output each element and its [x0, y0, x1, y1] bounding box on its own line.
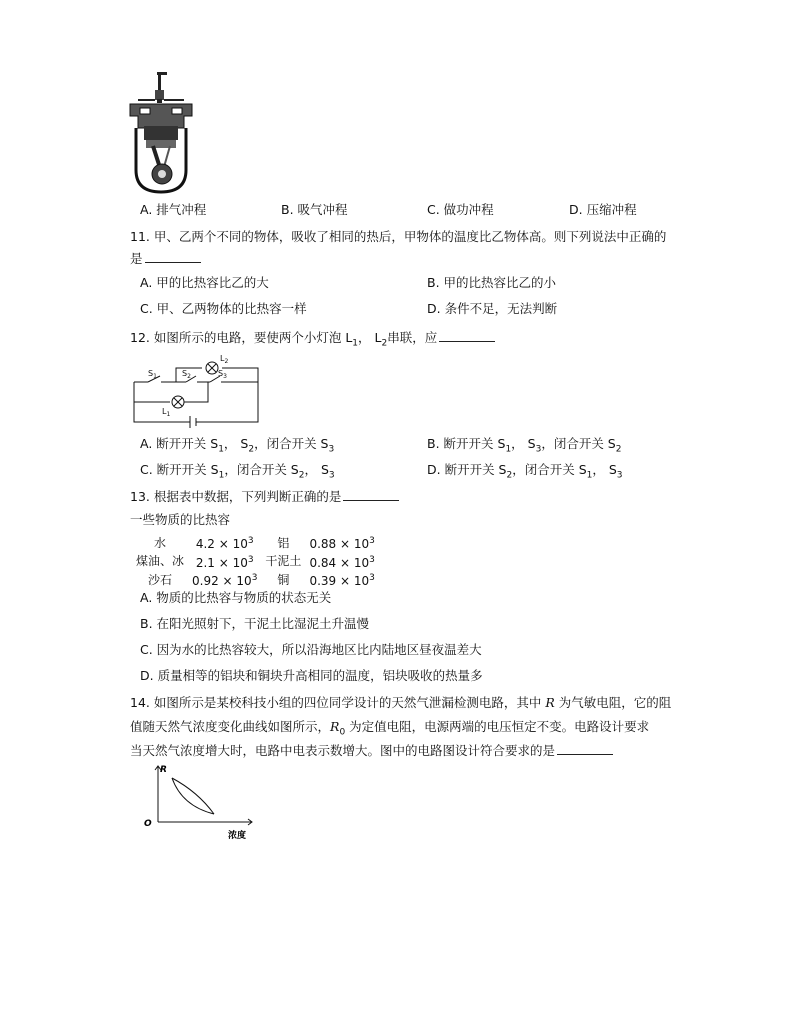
q13-option-b[interactable]: B. 在阳光照射下，干泥土比湿泥土升温慢: [140, 616, 370, 631]
q14-answer-blank[interactable]: [557, 742, 613, 755]
engine-diagram: [128, 70, 194, 196]
switch-s2-label: $S_2$: [182, 369, 191, 380]
q12-option-b[interactable]: B. 断开开关 $S_1$， $S_3$，闭合开关 $S_2$: [427, 436, 622, 455]
q13-option-a[interactable]: A. 物质的比热容与物质的状态无关: [140, 590, 332, 605]
q14-stem-line2: 值随天然气浓度变化曲线如图所示，$R_0$ 为定值电阻，电源两端的电压恒定不变。电路设计要求: [130, 719, 650, 738]
table-cell: $0.39 \times 10^3$: [309, 573, 375, 588]
q13-stem-text: 13. 根据表中数据，下列判断正确的是: [130, 489, 342, 504]
table-cell: 水: [154, 535, 167, 550]
q12-answer-blank[interactable]: [439, 329, 495, 342]
table-cell: 铜: [277, 572, 290, 587]
q12-option-a[interactable]: A. 断开开关 $S_1$， $S_2$，闭合开关 $S_3$: [140, 436, 335, 455]
table-row: [132, 553, 379, 572]
q11-answer-blank[interactable]: [145, 250, 201, 263]
table-cell: $4.2 \times 10^3$: [195, 536, 254, 551]
q13-option-c[interactable]: C. 因为水的比热容较大，所以沿海地区比内陆地区昼夜温差大: [140, 642, 482, 657]
table-cell: 煤油、冰: [136, 554, 185, 568]
q12-stem-b: ， L: [358, 330, 382, 345]
q13-answer-blank[interactable]: [343, 488, 399, 501]
q12-stem-a: 12. 如图所示的电路，要使两个小灯泡 L: [130, 330, 353, 345]
q11-option-d[interactable]: D. 条件不足，无法判断: [427, 301, 558, 316]
lamp-l1-label: $L_1$: [162, 407, 171, 418]
graph-x-label: 浓度: [228, 831, 247, 841]
resistance-concentration-graph: [140, 762, 260, 846]
q13-table-title: 一些物质的比热容: [130, 512, 231, 527]
table-cell: 沙石: [148, 572, 173, 587]
q10-option-d[interactable]: D. 压缩冲程: [569, 202, 637, 217]
q11-option-c[interactable]: C. 甲、乙两物体的比热容一样: [140, 301, 307, 316]
q10-option-b[interactable]: B. 吸气冲程: [281, 202, 348, 217]
table-cell: $0.92 \times 10^3$: [192, 573, 258, 588]
q11-stem-text: 是: [130, 251, 143, 266]
q10-option-c[interactable]: C. 做功冲程: [427, 202, 494, 217]
table-cell: $0.88 \times 10^3$: [309, 536, 375, 551]
q11-stem-line1: 11. 甲、乙两个不同的物体，吸收了相同的热后，甲物体的温度比乙物体高。则下列说法中正确的: [130, 229, 667, 244]
q12-option-d[interactable]: D. 断开开关 $S_2$，闭合开关 $S_1$， $S_3$: [427, 462, 623, 481]
table-cell: $0.84 \times 10^3$: [309, 554, 375, 570]
graph-origin-label: O: [144, 819, 152, 829]
switch-s3-label: $S_3$: [218, 369, 227, 380]
q11-stem-line2: [130, 248, 201, 270]
q14-stem-line1: 14. 如图所示是某校科技小组的四位同学设计的天然气泄漏检测电路，其中 R 为气敏电阻，它的阻: [130, 695, 672, 710]
q13-stem: [130, 486, 399, 508]
q11-option-b[interactable]: B. 甲的比热容比乙的小: [427, 275, 557, 290]
q14-stem-line3: 当天然气浓度增大时，电路中电表示数增大。图中的电路图设计符合要求的是: [130, 740, 613, 762]
q12-stem-sub2: 2: [381, 338, 388, 349]
q10-option-a[interactable]: A. 排气冲程: [140, 202, 207, 217]
q12-stem: [130, 327, 495, 355]
table-row: [132, 571, 379, 590]
switch-s1-label: $S_1$: [148, 369, 157, 380]
circuit-diagram: [130, 352, 266, 428]
table-cell: $2.1 \times 10^3$: [195, 554, 254, 570]
q12-stem-c: 串联，应: [387, 330, 438, 345]
q11-option-a[interactable]: A. 甲的比热容比乙的大: [140, 275, 269, 290]
lamp-l2-label: $L_2$: [220, 354, 229, 365]
q12-stem-sub1: 1: [352, 338, 359, 349]
table-cell: 干泥土: [265, 554, 302, 568]
specific-heat-table: [132, 534, 379, 590]
table-row: [132, 534, 379, 553]
q13-option-d[interactable]: D. 质量相等的铝块和铜块升高相同的温度，铝块吸收的热量多: [140, 668, 483, 683]
graph-y-label: R: [160, 765, 167, 775]
table-cell: 铝: [277, 535, 290, 550]
q12-option-c[interactable]: C. 断开开关 $S_1$，闭合开关 $S_2$， $S_3$: [140, 462, 335, 481]
